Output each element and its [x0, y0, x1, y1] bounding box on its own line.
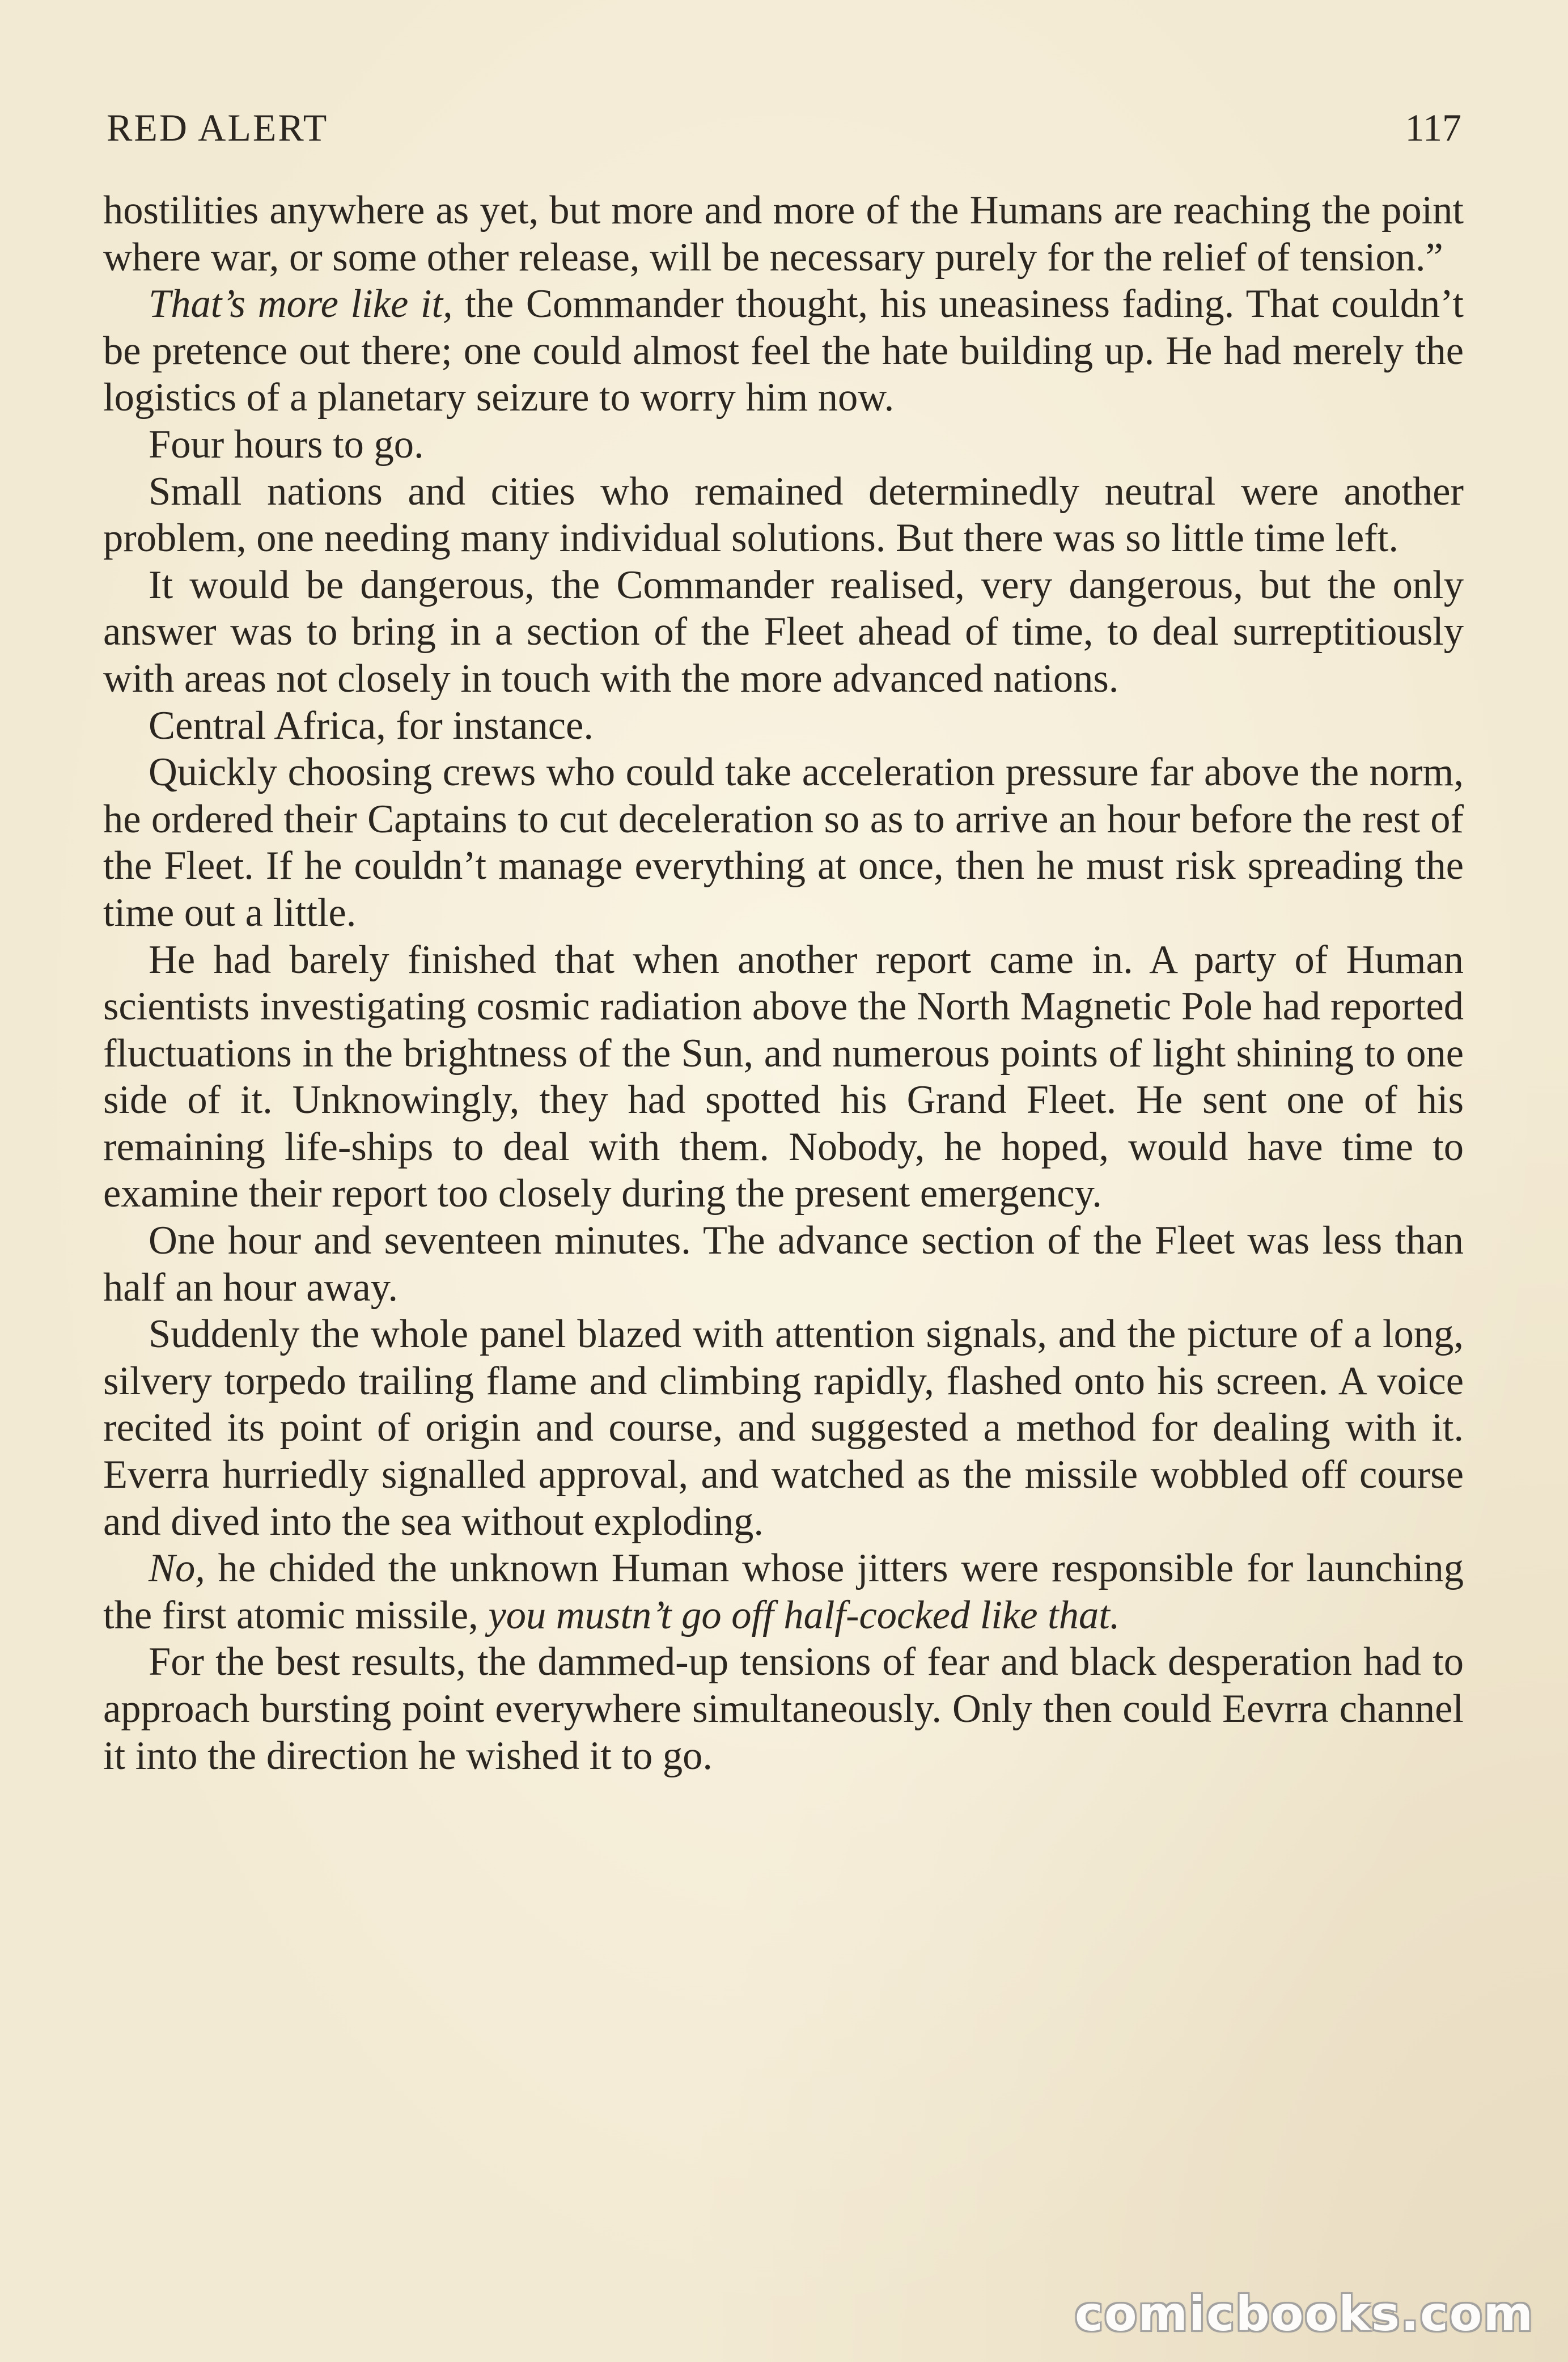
- watermark-logo: comicbooks.com: [1075, 2286, 1534, 2342]
- paragraph: [103, 937, 1464, 1218]
- paragraph: [103, 1545, 1464, 1639]
- paragraph-text: Small nations and cities who remained determinedly neutral were another problem, one needing many individual solutions. But there was so little time left.: [103, 469, 1464, 561]
- running-head: [107, 102, 1461, 153]
- paragraph-text: he chided the unknown Human whose jitters were responsible for launching the first atomic missile,: [103, 1546, 1464, 1637]
- paragraph: [103, 187, 1464, 281]
- paragraph-text: hostilities anywhere as yet, but more and more of the Humans are reaching the point where war, or some other release, will be necessary purely for the relief of tension.”: [103, 188, 1464, 280]
- paragraph: [103, 281, 1464, 421]
- paragraph-text: Central Africa, for instance.: [149, 703, 594, 748]
- paragraph: [103, 1217, 1464, 1311]
- paragraph-text: Quickly choosing crews who could take acceleration pressure far above the norm, he ordered their Captains to cut deceleration so as to arrive an hour before the rest of the Fleet. If he couldn’t manage everything at once, then he must risk spreading the time out a little.: [103, 750, 1464, 935]
- paragraph: [103, 702, 1464, 750]
- running-title: RED ALERT: [107, 106, 329, 149]
- paragraph: [103, 1639, 1464, 1779]
- italic-text: No,: [149, 1546, 205, 1591]
- paragraph: [103, 562, 1464, 702]
- paragraph: [103, 421, 1464, 468]
- paragraph-text: It would be dangerous, the Commander realised, very dangerous, but the only answer was to bring in a section of the Fleet ahead of time, to deal surreptitiously with areas not closely in touch with the more advanced nations.: [103, 562, 1464, 701]
- paragraph-text: One hour and seventeen minutes. The advance section of the Fleet was less than half an hour away.: [103, 1218, 1464, 1310]
- page-number: 117: [1405, 106, 1461, 149]
- paragraph-text: He had barely finished that when another report came in. A party of Human scientists investigating cosmic radiation above the North Magnetic Pole had reported fluctuations in the brightness of the Sun, and numerous points of light shining to one side of it. Unknowingly, they had spotted his Grand Fleet. He sent one of his remaining life-ships to deal with them. Nobody, he hoped, would have time to examine their report too closely during the present emergency.: [103, 937, 1464, 1216]
- paragraph-text: the Commander thought, his uneasiness fading. That couldn’t be pretence out there; one could almost feel the hate building up. He had merely the logistics of a planetary seizure to worry him now.: [103, 282, 1464, 420]
- paragraph: [103, 749, 1464, 936]
- paragraph: [103, 1311, 1464, 1545]
- body-text: [103, 187, 1464, 1779]
- italic-text: you mustn’t go off half-cocked like that.: [488, 1593, 1120, 1637]
- paragraph-text: Four hours to go.: [149, 422, 424, 467]
- italic-text: That’s more like it,: [149, 282, 453, 327]
- paragraph-text: For the best results, the dammed-up tensions of fear and black desperation had to approach bursting point everywhere simultaneously. Only then could Eevrra channel it into the direction he wished it to go.: [103, 1640, 1464, 1778]
- paragraph-text: Suddenly the whole panel blazed with attention signals, and the picture of a long, silvery torpedo trailing flame and climbing rapidly, flashed onto his screen. A voice recited its point of origin and course, and suggested a method for dealing with it. Everra hurriedly signalled approval, and watched as the missile wobbled off course and dived into the sea without exploding.: [103, 1312, 1464, 1544]
- paragraph: [103, 468, 1464, 562]
